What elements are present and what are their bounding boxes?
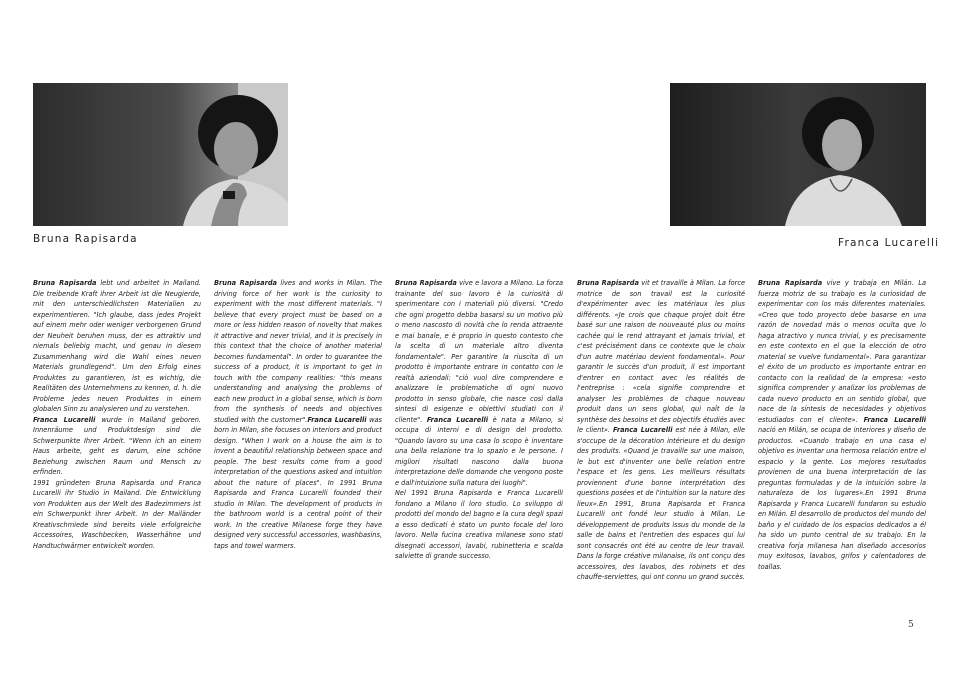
- paragraph-text: Nel 1991 Bruna Rapisarda e Franca Lucarelli fondano a Milano il loro studio. Lo sviluppo di prodotti del mondo del bagno e la cura degli spazi a esso dedicati è stato un punto focale del loro lavoro. Nella fucina creativa milanese sono stati disegnati accessori, lavabi, rubinetteria e scalda salviette di grande successo.: [395, 489, 563, 560]
- portrait-photo-franca-lucarelli: [670, 83, 926, 226]
- portrait-photo-icon: [33, 83, 288, 226]
- paragraph-lead: Franca Lucarelli: [33, 415, 96, 424]
- paragraph-lead: Franca Lucarelli: [613, 426, 673, 434]
- text-column-spanish: [758, 278, 926, 598]
- text-column-german: [33, 278, 201, 598]
- text-column-french: [577, 278, 745, 598]
- paragraph-lead: Franca Lucarelli: [307, 415, 367, 424]
- paragraph-text: wurde in Mailand geboren. Innenräume und Produktdesign sind die Schwerpunkte Ihrer Arbeit. "Wenn ich an einem Haus arbeite, geht es darum, eine schöne Beziehung zwischen Raum und Mensch zu erfinden.: [33, 415, 201, 476]
- paragraph-text: was born in Milan, she focuses on interiors and product design. "When I work on a house the aim is to invent a beautiful relationship between space and people. The best results come from a good interpretation of the questions asked and intuition about the nature of places". In 1991 Bruna Rapisarda and Franca Lucarelli founded their studio in Milan. The development of products in the bathroom world is a central point of their work. In the creative Milanese forge they have designed very successful accessories, washbasins, taps and towel warmers.: [214, 415, 382, 550]
- portrait-photo-bruna-rapisarda: [33, 83, 288, 226]
- paragraph: [33, 415, 201, 478]
- paragraph: [577, 278, 745, 583]
- paragraph-text: lebt und arbeitet in Mailand. Die treibende Kraft ihrer Arbeit ist die Neugierde, mit den unterschiedlichsten Materialien zu experimentieren. "Ich glaube, dass jedes Projekt auf einem mehr oder weniger verborgenen Grund der Neuheit beruhen muss, der es attraktiv und niemals beliebig macht, und genau in diesem Zusammenhang wird die Wahl eines neuen Materials grundlegend". Um den Erfolg eines Produktes zu garantieren, ist es wichtig, die Realitäten des Unternehmens zu kennen, d. h. die Probleme jedes neuen Produktes in einem globalen Sinn zu analysieren und zu verstehen.: [33, 279, 201, 413]
- portrait-photo-icon: [670, 83, 926, 226]
- photo-caption-right: Franca Lucarelli: [838, 237, 940, 249]
- paragraph-text: vive y trabaja en Milán. La fuerza motriz de su trabajo es la curiosidad de experimentar con los más diferentes materiales. «Creo que todo proyecto debe basarse en una razón de novedad más o menos oculta que lo haga atractivo y nunca trivial, y es precisamente en este contexto en el que la elección de otro material se vuelve fundamental». Para garantizar el éxito de un producto es importante entrar en contacto con la realidad de la empresa: «esto significa comprender y analizar los problemas de cada nuevo producto en un sentido global, que nace de la síntesis de necesidades y objetivos estudiados con el cliente».: [758, 279, 926, 424]
- paragraph: [395, 488, 563, 562]
- paragraph-lead: Bruna Rapisarda: [758, 279, 823, 287]
- paragraph-lead: Bruna Rapisarda: [395, 279, 457, 287]
- paragraph-text: lives and works in Milan. The driving force of her work is the curiosity to experiment with the most different materials. "I believe that every project must be based on a more or less hidden reason of novelty that makes it attractive and never trivial, and it is precisely in this context that the choice of another material becomes fundamental". In order to guarantee the success of a product, it is important to get in touch with the company realities: "this means understanding and analysing the problems of each new product in a global sense, which is born from the synthesis of needs and objectives studied with the customer".: [214, 279, 382, 424]
- paragraph: [395, 278, 563, 488]
- paragraph: [758, 278, 926, 572]
- paragraph-text: nació en Milán, se ocupa de interiores y diseño de productos. «Cuando trabajo en una casa el objetivo es inventar una hermosa relación entre el espacio y la gente. Los mejores resultados provienen de una buena interpretación de las preguntas formuladas y de la intuición sobre la naturaleza de los lugares».En 1991 Bruna Rapisarda y Franca Lucarelli fundaron su estudio en Milán. El desarrollo de productos del mundo del baño y el cuidado de los espacios dedicados a él ha sido un punto central de su trabajo. En la creativa forja milanesa han diseñado accesorios muy exitosos, lavabos, grifos y calentadores de toallas.: [758, 426, 926, 571]
- paragraph-text: è nata a Milano, si occupa di interni e di design del prodotto. "Quando lavoro su una casa lo scopo è inventare una bella relazione tra lo spazio e le persone. I migliori risultati nascono dalla buona interpretazione delle domande che vengono poste e dall'intuizione sulla natura dei luoghi".: [395, 415, 563, 487]
- paragraph-lead: Franca Lucarelli: [863, 415, 926, 424]
- paragraph-lead: Bruna Rapisarda: [214, 279, 277, 287]
- paragraph-lead: Franca Lucarelli: [426, 415, 489, 424]
- page-number: 5: [908, 620, 914, 630]
- paragraph-text: vive e lavora a Milano. La forza trainante del suo lavoro è la curiosità di sperimentare con i materiali più diversi. "Credo che ogni progetto debba basarsi su un motivo più o meno nascosto di novità che lo renda attraente e mai banale, e è proprio in questo contesto che la scelta di un materiale altro diventa fondamentale". Per garantire la riuscita di un prodotto è importante entrare in contatto con le realtà aziendali: "ciò vuol dire comprendere e analizzare le problematiche di ogni nuovo prodotto in senso globale, che nasce così dalla sintesi di esigenze e obiettivi studiati con il cliente".: [395, 279, 563, 424]
- paragraph-text: vit et travaille à Milan. La force motrice de son travail est la curiosité d'expérimenter avec les matériaux les plus différents. «Je crois que chaque projet doit être basé sur une raison de nouveauté plus ou moins cachée qui le rend attrayant et jamais trivial, et c'est précisément dans ce contexte que le choix d'un autre matériau devient fondamental». Pour garantir le succès d'un produit, il est important d'entrer en contact avec les réalités de l'entreprise : «cela signifie comprendre et analyser les problèmes de chaque nouveau produit dans un sens global, qui naît de la synthèse des besoins et des objectifs étudiés avec le client».: [577, 279, 745, 434]
- paragraph-lead: Bruna Rapisarda: [577, 279, 639, 287]
- photo-caption-left: Bruna Rapisarda: [33, 233, 138, 245]
- paragraph-text: 1991 gründeten Bruna Rapisarda und Franca Lucarelli ihr Studio in Mailand. Die Entwicklung von Produkten aus der Welt des Badezimmers ist ein Schwerpunkt ihrer Arbeit. In der Mailänder Kreativschmiede sind bereits viele erfolgreiche Accessoires, Waschbecken, Wasserhähne und Handtuchwärmer entwickelt worden.: [33, 478, 201, 550]
- text-column-english: [214, 278, 382, 598]
- paragraph-text: est née à Milan, elle s'occupe de la décoration intérieure et du design des produits. «Quand je travaille sur une maison, le but est d'inventer une belle relation entre l'espace et les gens. Les meilleurs résultats proviennent d'une bonne interprétation des questions posées et de l'intuition sur la nature des lieux».En 1991, Bruna Rapisarda et Franca Lucarelli ont fondé leur studio à Milan. Le développement de produits issus du monde de la salle de bains et l'entretien des espaces qui lui sont consacrés ont été au centre de leur travail. Dans la forge créative milanaise, ils ont conçu des accessoires, des lavabos, des robinets et des chauffe-serviettes, qui ont connu un grand succès.: [577, 426, 745, 581]
- paragraph: [214, 278, 382, 551]
- paragraph: [33, 278, 201, 415]
- paragraph: [33, 478, 201, 552]
- paragraph-lead: Bruna Rapisarda: [33, 279, 97, 287]
- text-column-italian: [395, 278, 563, 598]
